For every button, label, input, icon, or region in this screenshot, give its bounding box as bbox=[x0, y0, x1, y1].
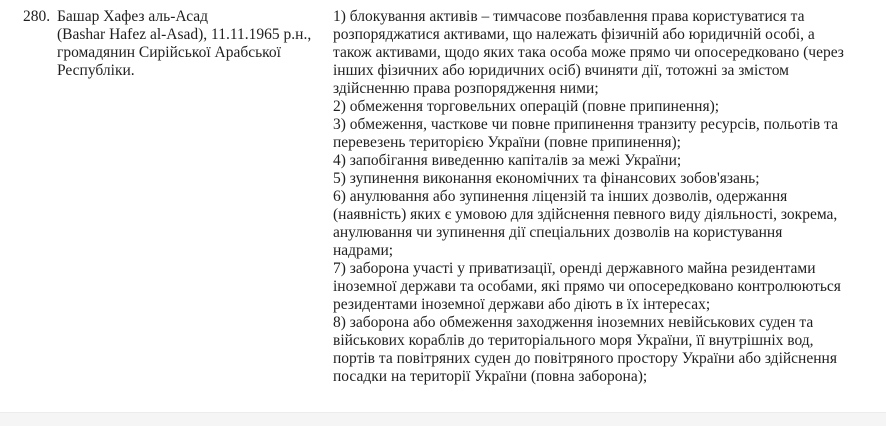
text-line: інших фізичних або юридичних осіб) вчиняти дії, тотожні за змістом bbox=[333, 62, 789, 79]
sanction-item bbox=[333, 8, 861, 98]
text-line: Республіки. bbox=[57, 62, 135, 79]
text-line: Башар Хафез аль-Асад bbox=[57, 8, 209, 25]
sanction-item bbox=[333, 260, 861, 314]
text-line: 5) зупинення виконання економічних та фінансових зобов'язань; bbox=[333, 170, 760, 187]
sanction-item bbox=[333, 170, 861, 188]
text-line: громадянин Сирійської Арабської bbox=[57, 44, 281, 61]
text-line: 3) обмеження, часткове чи повне припинення транзиту ресурсів, польотів та bbox=[333, 116, 838, 133]
text-line: здійсненню права розпорядження ними; bbox=[333, 80, 599, 97]
text-line: резидентами іноземної держави або діють в їх інтересах; bbox=[333, 296, 711, 313]
sanctions-cell bbox=[333, 8, 861, 386]
text-line: військових кораблів до територіального моря України, її внутрішніх вод, bbox=[333, 332, 814, 349]
text-line: анулювання чи зупинення дії спеціальних дозволів на користування bbox=[333, 224, 783, 241]
text-line: 1) блокування активів – тимчасове позбавлення права користуватися та bbox=[333, 8, 805, 25]
text-line: іноземної держави та особами, які прямо чи опосередковано контролюються bbox=[333, 278, 841, 295]
text-line: перевезень територією України (повне припинення); bbox=[333, 134, 681, 151]
text-line: 6) анулювання або зупинення ліцензій та інших дозволів, одержання bbox=[333, 188, 788, 205]
person-cell bbox=[57, 8, 333, 80]
text-line: портів та повітряних суден до повітряного простору України або здійснення bbox=[333, 350, 837, 367]
text-line: розпоряджатися активами, що належать фізичній або юридичній особі, а bbox=[333, 26, 815, 43]
text-line: 7) заборона участі у приватизації, оренді державного майна резидентами bbox=[333, 260, 816, 277]
entry-number: 280. bbox=[23, 8, 51, 25]
text-line: (наявність) яких є умовою для здійснення певного виду діяльності, зокрема, bbox=[333, 206, 838, 223]
text-line: надрами; bbox=[333, 242, 394, 259]
sanction-item bbox=[333, 188, 861, 260]
text-line: посадки на території України (повна заборона); bbox=[333, 368, 648, 385]
text-line: 8) заборона або обмеження заходження іноземних невійськових суден та bbox=[333, 314, 814, 331]
window-bottom-strip bbox=[0, 412, 886, 426]
sanction-item bbox=[333, 116, 861, 152]
sanction-item bbox=[333, 98, 861, 116]
text-line: також активами, щодо яких така особа може прямо чи опосередковано (через bbox=[333, 44, 844, 61]
text-line: 2) обмеження торговельних операцій (повне припинення); bbox=[333, 98, 720, 115]
text-line: (Bashar Hafez al-Asad), 11.11.1965 р.н., bbox=[57, 26, 312, 43]
sanction-item bbox=[333, 152, 861, 170]
text-line: 4) запобігання виведенню капіталів за межі України; bbox=[333, 152, 682, 169]
sanction-item bbox=[333, 314, 861, 386]
